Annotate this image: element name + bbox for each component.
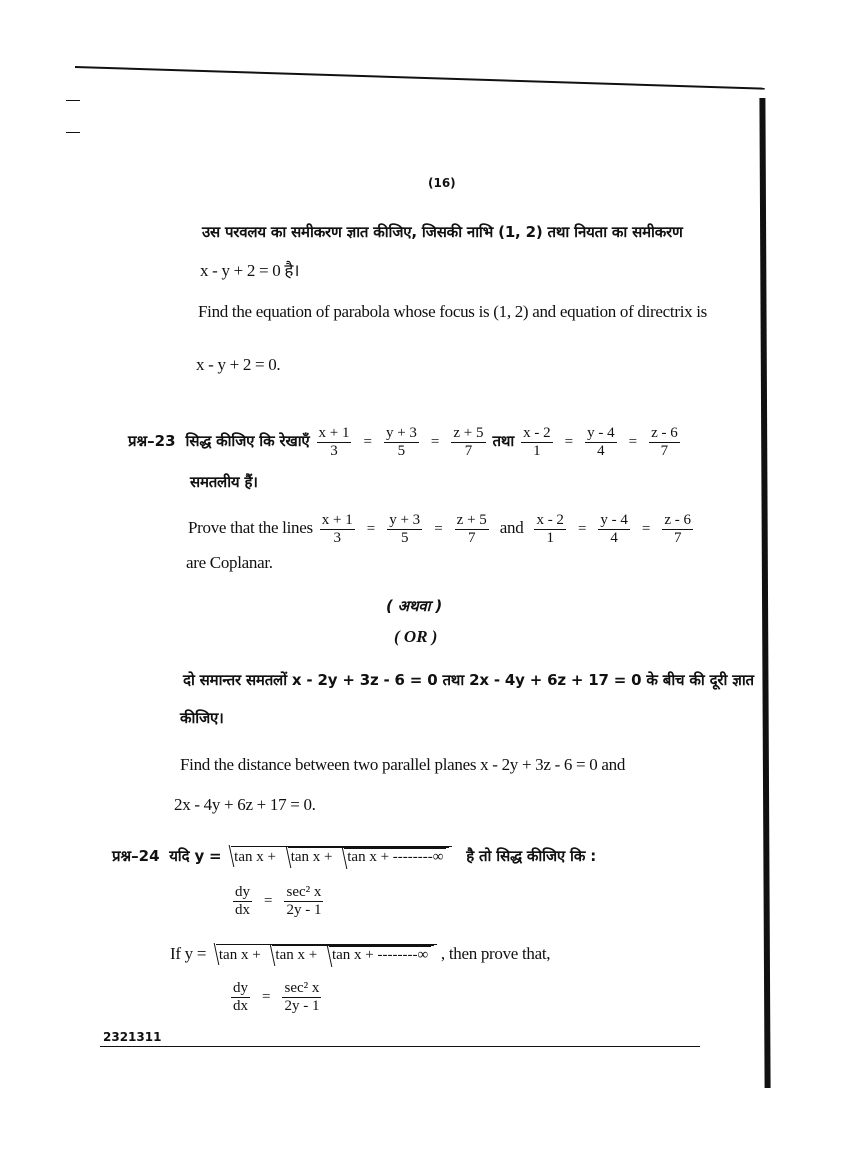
page-number: (16) xyxy=(428,176,456,190)
footer-code: 2321311 xyxy=(103,1030,162,1044)
root-term-3: tan x + --------∞ xyxy=(347,849,444,865)
dy-dx-fraction: $\frac{dy}{dx}$ xyxy=(235,884,250,918)
q23-en-frac-1: $\frac{x + 1}{3}$ xyxy=(321,512,353,546)
root-term-1: tan x + xyxy=(234,849,276,865)
eq-sign: = xyxy=(628,434,638,450)
rhs-fraction: $\frac{\text{sec² x}}{2y - 1}$ xyxy=(284,980,320,1014)
q24-hindi-prefix: यदि y = xyxy=(169,847,222,865)
eq-sign: = xyxy=(366,521,376,537)
q23-frac-4: $\frac{x - 2}{1}$ xyxy=(523,425,551,459)
q23-english-intro: Prove that the lines xyxy=(188,518,313,538)
eq-sign: = xyxy=(434,521,443,537)
q23-hindi-end: समतलीय हैं। xyxy=(190,473,258,491)
sqrt-middle xyxy=(288,847,450,866)
q22-english-line2: x - y + 2 = 0. xyxy=(196,355,281,374)
q23-en-frac-4: $\frac{x - 2}{1}$ xyxy=(536,512,564,546)
sqrt-inner-en xyxy=(329,946,431,964)
q23alt-english-line1: Find the distance between two parallel planes x - 2y + 3z - 6 = 0 and xyxy=(180,755,626,774)
eq-sign: = xyxy=(564,434,574,450)
or-hindi: ( अथवा ) xyxy=(386,597,443,615)
q23-hindi-join: तथा xyxy=(492,432,515,451)
q23-frac-3: $\frac{z + 5}{7}$ xyxy=(453,425,484,459)
eq-sign: = xyxy=(264,893,273,909)
q24-english-prefix: If y = xyxy=(170,944,207,963)
eq-sign: = xyxy=(262,989,271,1005)
q23-label: प्रश्न–23 xyxy=(128,432,176,451)
top-border-line xyxy=(75,66,765,90)
q23-hindi-intro: सिद्ध कीजिए कि रेखाएँ xyxy=(185,432,310,451)
margin-tick-1 xyxy=(66,100,80,101)
q24-english-row xyxy=(170,944,550,964)
root-term-2: tan x + xyxy=(290,849,333,865)
rhs-fraction: $\frac{\text{sec² x}}{2y - 1}$ xyxy=(286,884,322,918)
q23-english-row xyxy=(188,512,696,547)
q23-frac-1: $\frac{x + 1}{3}$ xyxy=(318,425,350,459)
q23-english-end: are Coplanar. xyxy=(186,553,273,572)
root-term-3: tan x + --------∞ xyxy=(331,947,429,963)
q23alt-hindi-line2: कीजिए। xyxy=(180,709,224,727)
footer-line xyxy=(100,1046,700,1047)
q23-frac-6: $\frac{z - 6}{7}$ xyxy=(651,425,678,459)
q23alt-hindi-line1: दो समान्तर समतलों x - 2y + 3z - 6 = 0 तथा 2x - 4y + 6z + 17 = 0 के बीच की दूरी ज्ञात xyxy=(183,671,754,689)
q23-en-frac-5: $\frac{y - 4}{4}$ xyxy=(600,512,628,546)
q23-english-join: and xyxy=(499,518,524,538)
eq-sign: = xyxy=(641,521,651,537)
q24-hindi-row xyxy=(112,846,596,866)
sqrt-inner xyxy=(344,848,446,866)
q23-frac-5: $\frac{y - 4}{4}$ xyxy=(587,425,615,459)
q24-english-derivative xyxy=(228,980,324,1015)
q23-en-frac-6: $\frac{z - 6}{7}$ xyxy=(664,512,692,546)
q23-frac-2: $\frac{y + 3}{5}$ xyxy=(385,425,417,459)
q24-english-suffix: , then prove that, xyxy=(440,944,551,963)
eq-sign: = xyxy=(430,434,440,450)
q23-en-frac-2: $\frac{y + 3}{5}$ xyxy=(389,512,421,546)
q23-en-frac-3: $\frac{z + 5}{7}$ xyxy=(456,512,487,546)
eq-sign: = xyxy=(363,434,372,450)
sqrt-middle-en xyxy=(272,945,434,964)
q22-english-line1: Find the equation of parabola whose focus is (1, 2) and equation of directrix is xyxy=(198,302,708,321)
margin-tick-2 xyxy=(66,132,80,133)
q23-hindi-row xyxy=(128,425,683,460)
right-border-line xyxy=(759,98,770,1088)
or-english: ( OR ) xyxy=(394,627,438,646)
q24-hindi-derivative xyxy=(230,884,326,919)
q22-hindi-line2: x - y + 2 = 0 है। xyxy=(200,261,300,280)
q22-hindi-line1: उस परवलय का समीकरण ज्ञात कीजिए, जिसकी नाभि (1, 2) तथा नियता का समीकरण xyxy=(202,223,683,241)
sqrt-outer-en xyxy=(216,944,437,964)
root-term-1: tan x + xyxy=(218,947,261,963)
root-term-2: tan x + xyxy=(275,947,318,963)
q23alt-english-line2: 2x - 4y + 6z + 17 = 0. xyxy=(174,795,316,814)
sqrt-outer xyxy=(231,846,452,866)
q24-hindi-suffix: है तो सिद्ध कीजिए कि : xyxy=(466,847,597,865)
dy-dx-fraction: $\frac{dy}{dx}$ xyxy=(233,980,248,1014)
eq-sign: = xyxy=(577,521,587,537)
q24-label: प्रश्न–24 xyxy=(112,847,160,865)
